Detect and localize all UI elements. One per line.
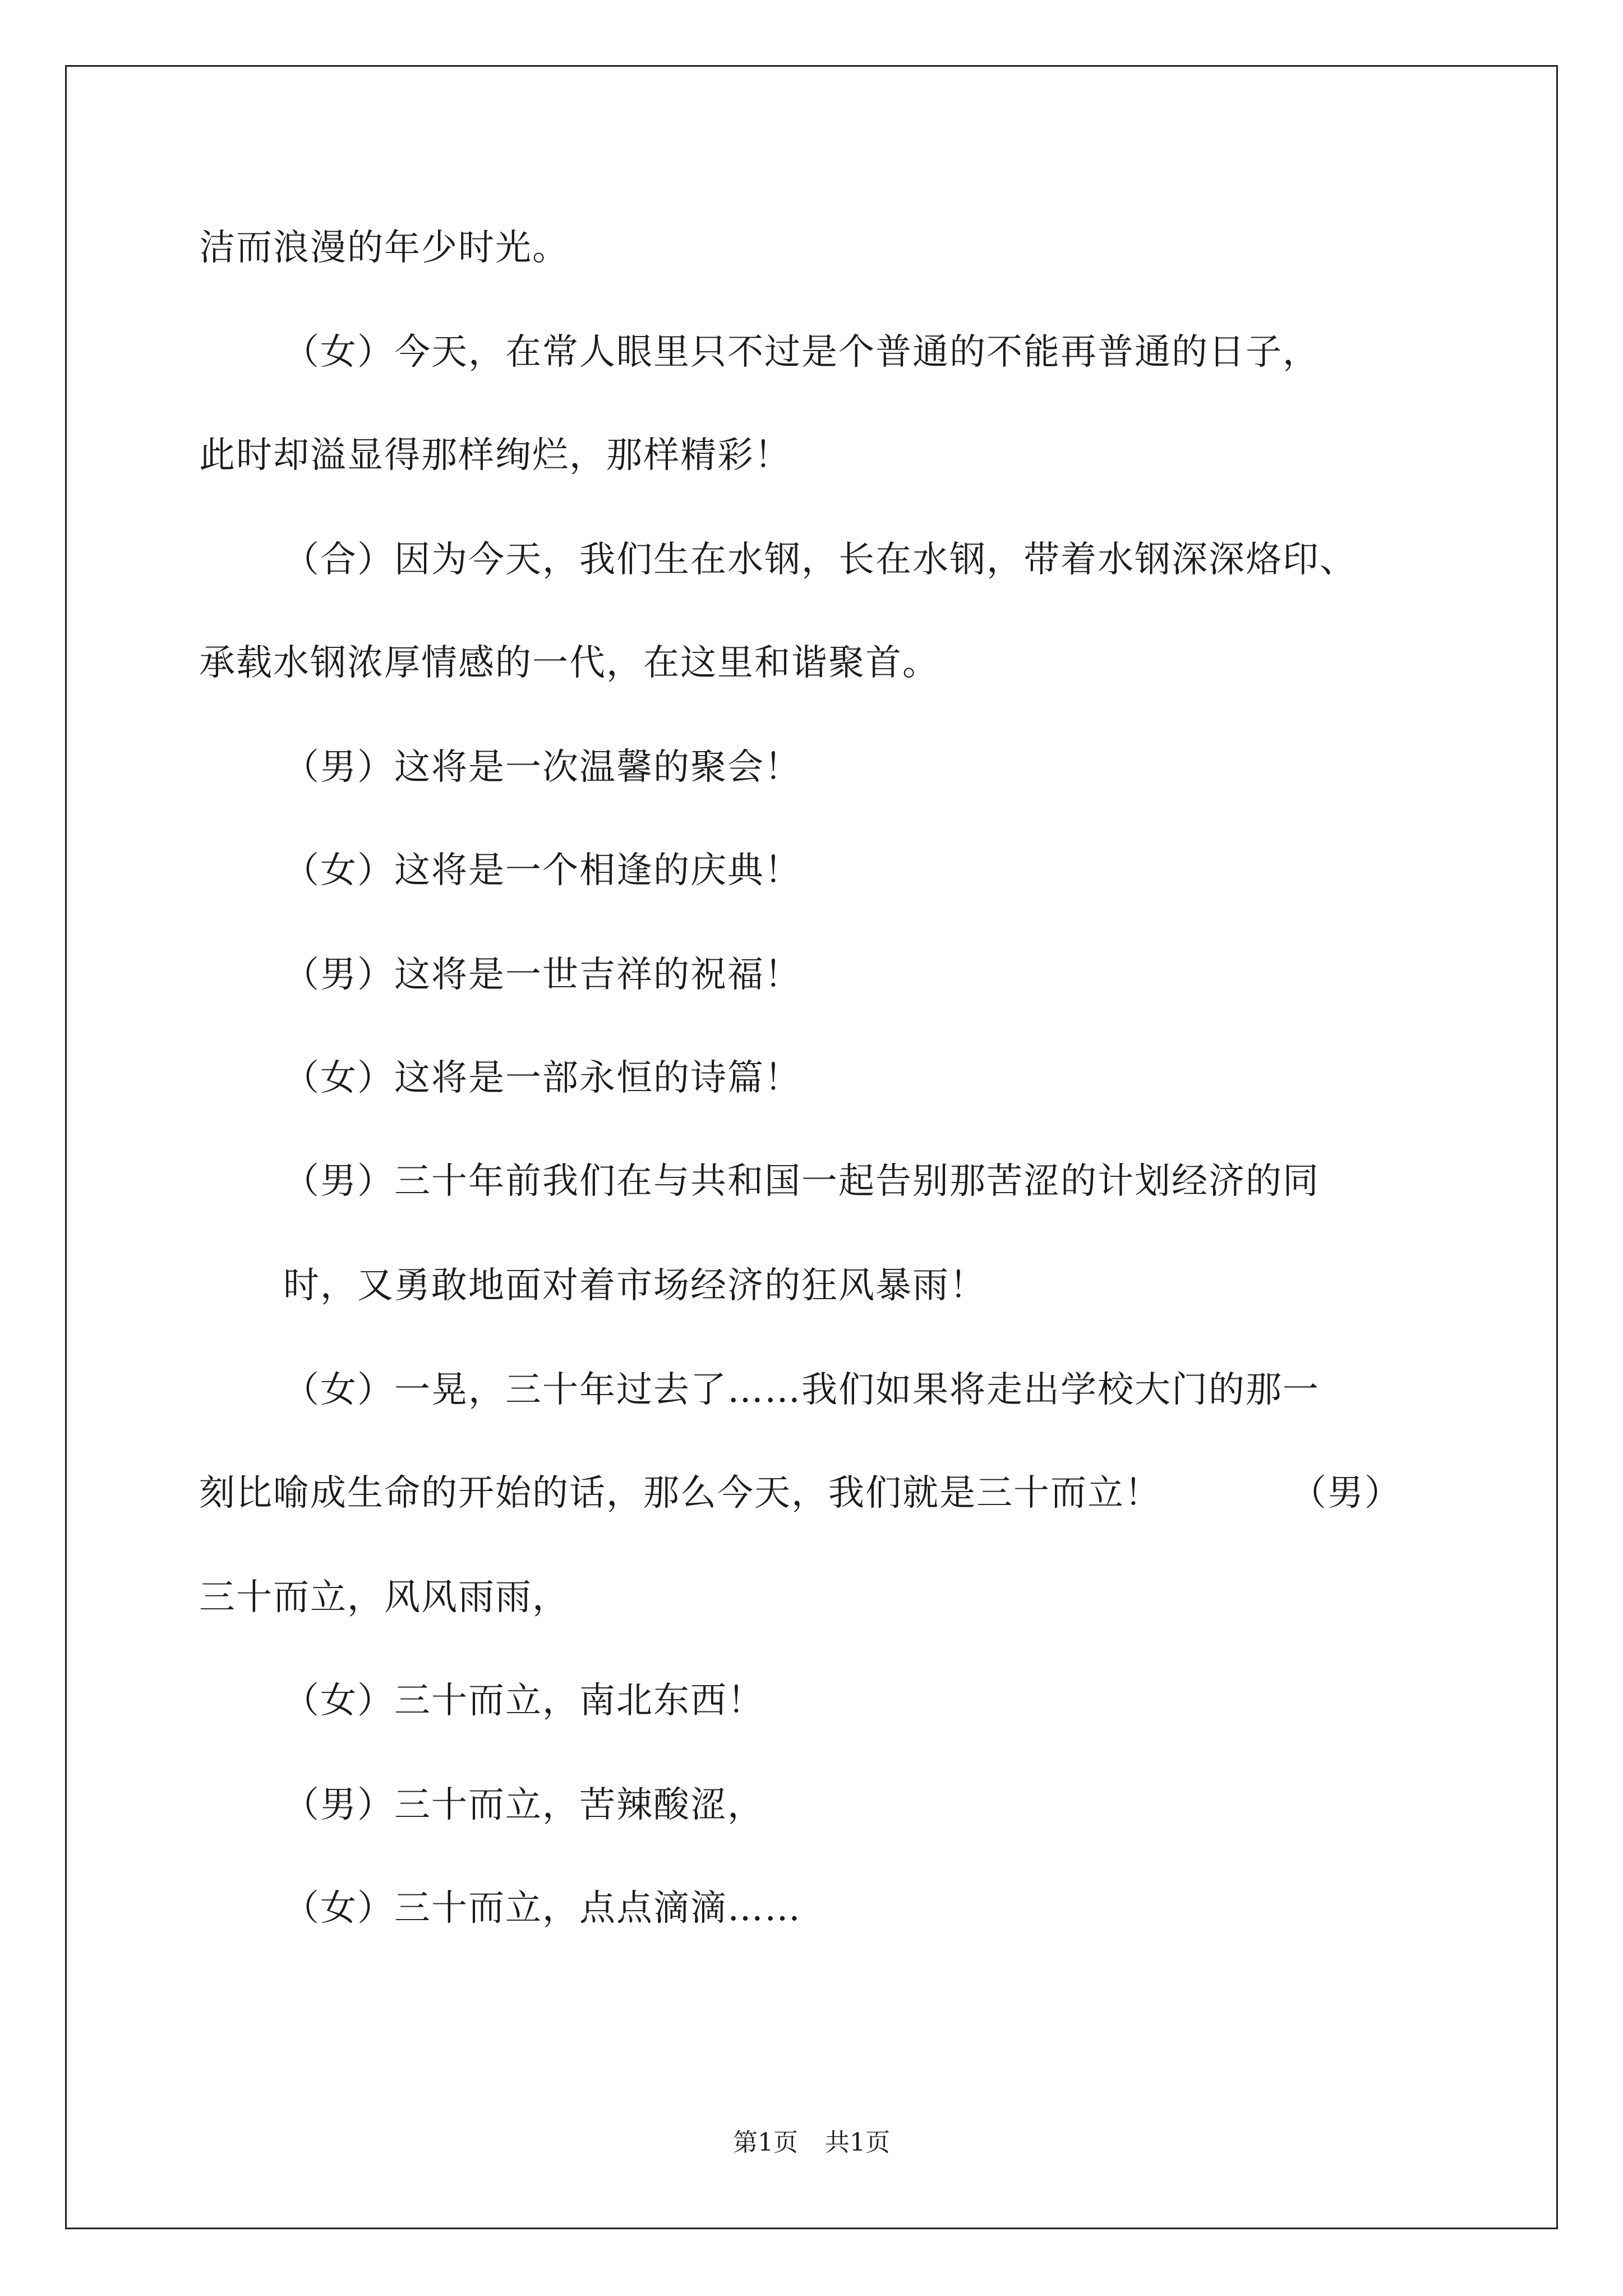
text-line-16: （男）三十而立，苦辣酸涩， — [283, 1784, 764, 1826]
page-number-total: 共1页 — [825, 2128, 890, 2157]
text-line-13 — [199, 1473, 1401, 1514]
text-line-1: 洁而浪漫的年少时光。 — [199, 227, 569, 269]
text-line-15: （女）三十而立，南北东西！ — [283, 1680, 764, 1722]
text-line-9: （女）这将是一部永恒的诗篇！ — [283, 1057, 801, 1099]
text-line-14: 三十而立，风风雨雨， — [199, 1577, 569, 1618]
text-line-13-main: 刻比喻成生命的开始的话，那么今天，我们就是三十而立！ — [199, 1473, 1161, 1514]
text-line-8: （男）这将是一世吉祥的祝福！ — [283, 954, 801, 996]
text-line-10: （男）三十年前我们在与共和国一起告别那苦涩的计划经济的同 — [283, 1161, 1320, 1202]
text-line-3: 此时却溢显得那样绚烂，那样精彩！ — [199, 435, 791, 476]
text-line-17: （女）三十而立，点点滴滴…… — [283, 1888, 801, 1929]
page-number-current: 第1页 — [733, 2128, 798, 2157]
text-line-4: （合）因为今天，我们生在水钢，长在水钢，带着水钢深深烙印、 — [283, 539, 1357, 581]
text-line-5: 承载水钢浓厚情感的一代，在这里和谐聚首。 — [199, 642, 939, 684]
text-line-12: （女）一晃，三十年过去了……我们如果将走出学校大门的那一 — [283, 1369, 1320, 1411]
text-line-7: （女）这将是一个相逢的庆典！ — [283, 850, 801, 891]
page-footer — [0, 2128, 1623, 2157]
text-line-2: （女）今天，在常人眼里只不过是个普通的不能再普通的日子， — [283, 332, 1320, 373]
text-line-13-speaker: （男） — [1290, 1473, 1401, 1514]
text-line-6: （男）这将是一次温馨的聚会！ — [283, 747, 801, 788]
text-line-11: 时，又勇敢地面对着市场经济的狂风暴雨！ — [283, 1265, 986, 1306]
